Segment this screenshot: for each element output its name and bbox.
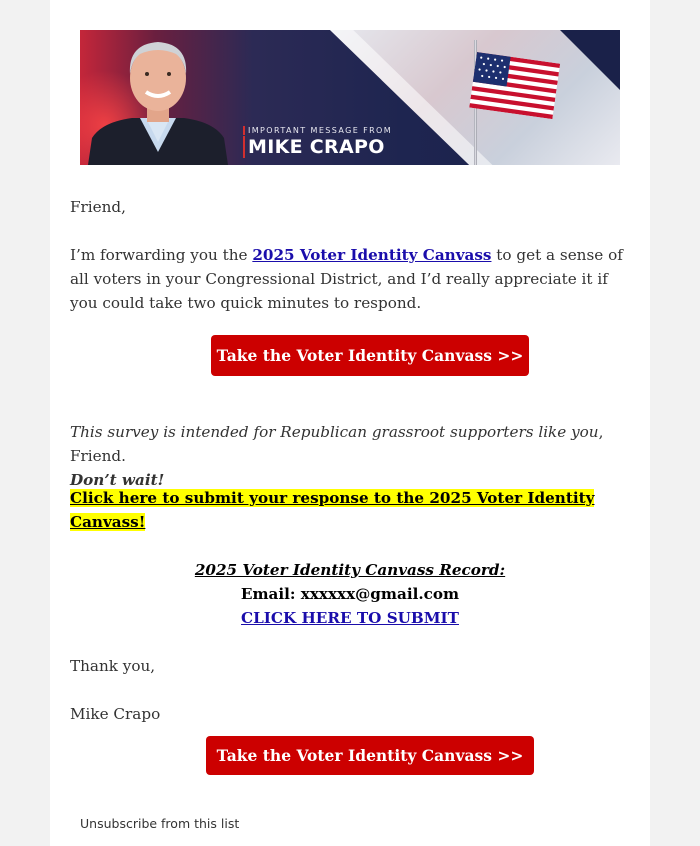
intro-text-after: to get a sense of all voters in your Congressional District, and I’d really appreciate it if you could take two quick minutes to respond. [70,246,623,312]
intro-text-before: I’m forwarding you the [70,246,253,264]
dont-wait-text: Don’t wait! [70,471,165,489]
survey-note-italic: This survey is intended for Republican grassroot supporters like you [70,423,599,441]
canvass-link[interactable]: 2025 Voter Identity Canvass [252,246,492,264]
signoff: Thank you, [70,657,156,675]
intro-paragraph [70,243,630,315]
survey-note [70,420,630,492]
record-block [70,558,630,630]
record-email: Email: xxxxxx@gmail.com [240,585,460,603]
unsubscribe-link[interactable]: Unsubscribe from this list [80,816,240,831]
click-here-to-submit-link[interactable]: CLICK HERE TO SUBMIT [241,609,459,627]
portrait-photo [88,34,228,165]
banner-name: MIKE CRAPO [243,136,385,158]
header-banner [80,30,620,165]
signature: Mike Crapo [70,705,161,723]
submit-response-link[interactable]: Click here to submit your response to the 2025 Voter Identity Canvass! [70,489,595,531]
record-title: 2025 Voter Identity Canvass Record: [194,561,506,579]
take-canvass-button-bottom[interactable]: Take the Voter Identity Canvass >> [206,736,534,775]
email-body [50,0,650,846]
highlight-paragraph [70,486,630,534]
survey-note-name: , Friend. [70,423,604,465]
american-flag-icon [469,52,560,119]
banner-kicker: IMPORTANT MESSAGE FROM [243,126,392,135]
greeting: Friend, [70,198,126,216]
take-canvass-button-top[interactable]: Take the Voter Identity Canvass >> [211,335,529,376]
